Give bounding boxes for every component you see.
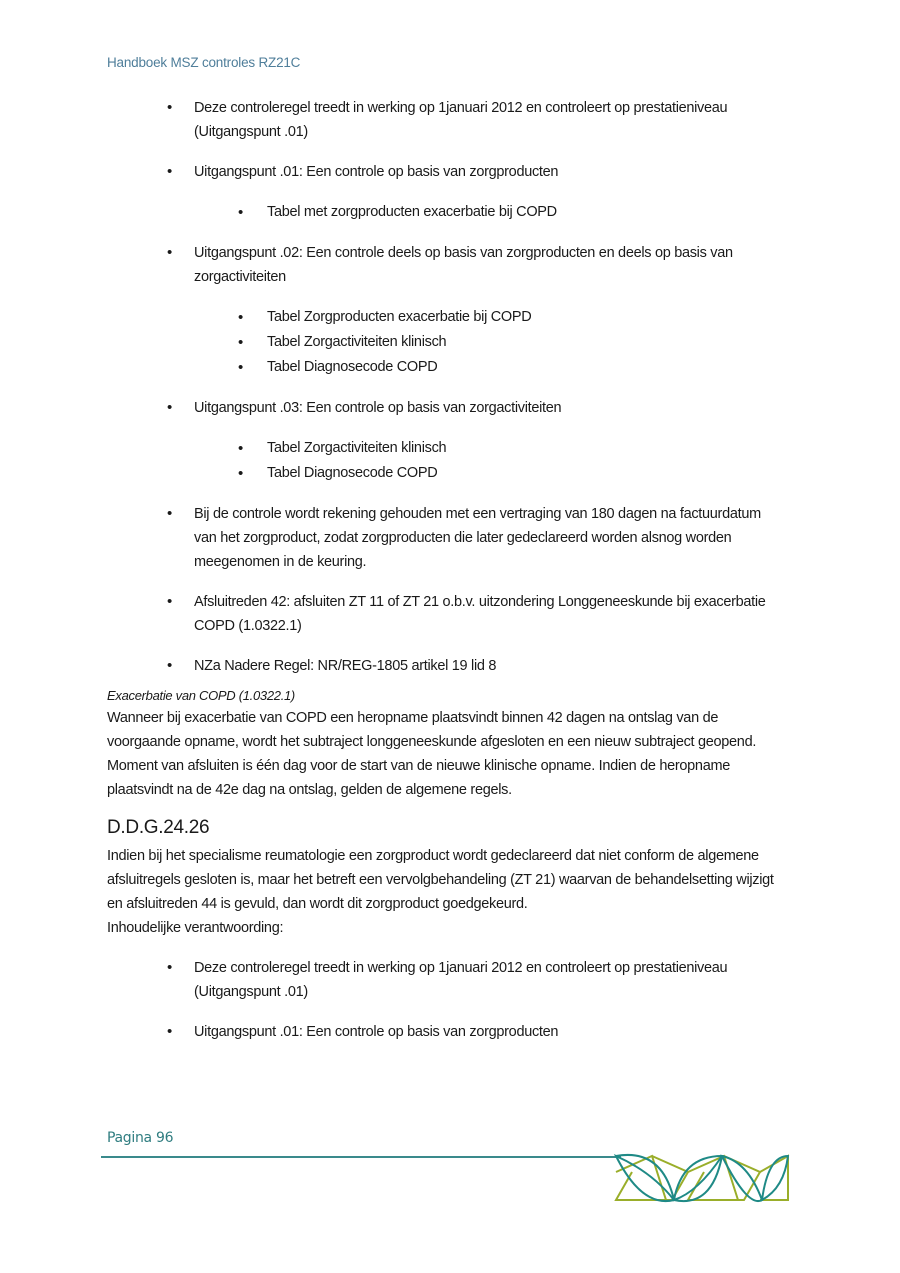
sub-bullet-item: • Tabel Zorgproducten exacerbatie bij COPD (107, 305, 787, 330)
sub-bullet-item: • Tabel Diagnosecode COPD (107, 355, 787, 380)
bullet-item: • Uitgangspunt .01: Een controle op basis van zorgproducten (107, 160, 787, 184)
sub-bullet-item: • Tabel Zorgactiviteiten klinisch (107, 436, 787, 461)
footer-divider (101, 1156, 621, 1158)
bullet-item: • Deze controleregel treedt in werking op 1januari 2012 en controleert op prestatieniveau (Uitgangspunt .01) (107, 96, 787, 144)
bullet-item: • NZa Nadere Regel: NR/REG-1805 artikel 19 lid 8 (107, 654, 787, 678)
bullet-item: • Uitgangspunt .03: Een controle op basis van zorgactiviteiten (107, 396, 787, 420)
body-paragraph: Indien bij het specialisme reumatologie een zorgproduct wordt gedeclareerd dat niet conform de algemene afsluitregels gesloten is, maar het betreft een vervolgbehandeling (ZT 21) waarvan de behandelsetting wijzigt en afsluitreden 44 is gevuld, dan wordt dit zorgproduct goedgekeurd. (107, 848, 774, 912)
section-heading: D.D.G.24.26 (107, 817, 210, 838)
label-text: Inhoudelijke verantwoording: (107, 920, 284, 936)
decorative-ornament-icon (612, 1152, 792, 1209)
page-content (107, 96, 787, 1044)
bullet-item: • Deze controleregel treedt in werking op 1januari 2012 en controleert op prestatieniveau (Uitgangspunt .01) (107, 956, 787, 1004)
rules-list (107, 956, 787, 1044)
sub-bullet-item: • Tabel met zorgproducten exacerbatie bij COPD (107, 200, 787, 225)
bullet-item: • Uitgangspunt .01: Een controle op basis van zorgproducten (107, 1020, 787, 1044)
sub-bullet-item: • Tabel Zorgactiviteiten klinisch (107, 330, 787, 355)
rules-list (107, 96, 787, 678)
body-paragraph: Wanneer bij exacerbatie van COPD een heropname plaatsvindt binnen 42 dagen na ontslag van de voorgaande opname, wordt het subtraject longgeneeskunde afgesloten en een nieuw subtraject geopend. Moment van afsluiten is één dag voor de start van de nieuwe klinische opname. Indien de heropname plaatsvindt na de 42e dag na ontslag, gelden de algemene regels. (107, 710, 757, 798)
sub-bullet-item: • Tabel Diagnosecode COPD (107, 461, 787, 486)
running-header: Handboek MSZ controles RZ21C (107, 55, 301, 70)
page-number: Pagina 96 (107, 1130, 174, 1146)
bullet-item: • Bij de controle wordt rekening gehouden met een vertraging van 180 dagen na factuurdatum van het zorgproduct, zodat zorgproducten die later gedeclareerd worden alsnog worden meegenomen in de keuring. (107, 502, 787, 574)
bullet-item: • Uitgangspunt .02: Een controle deels op basis van zorgproducten en deels op basis van zorgactiviteiten (107, 241, 787, 289)
bullet-item: • Afsluitreden 42: afsluiten ZT 11 of ZT 21 o.b.v. uitzondering Longgeneeskunde bij exacerbatie COPD (1.0322.1) (107, 590, 787, 638)
subsection-heading: Exacerbatie van COPD (1.0322.1) (107, 688, 295, 703)
